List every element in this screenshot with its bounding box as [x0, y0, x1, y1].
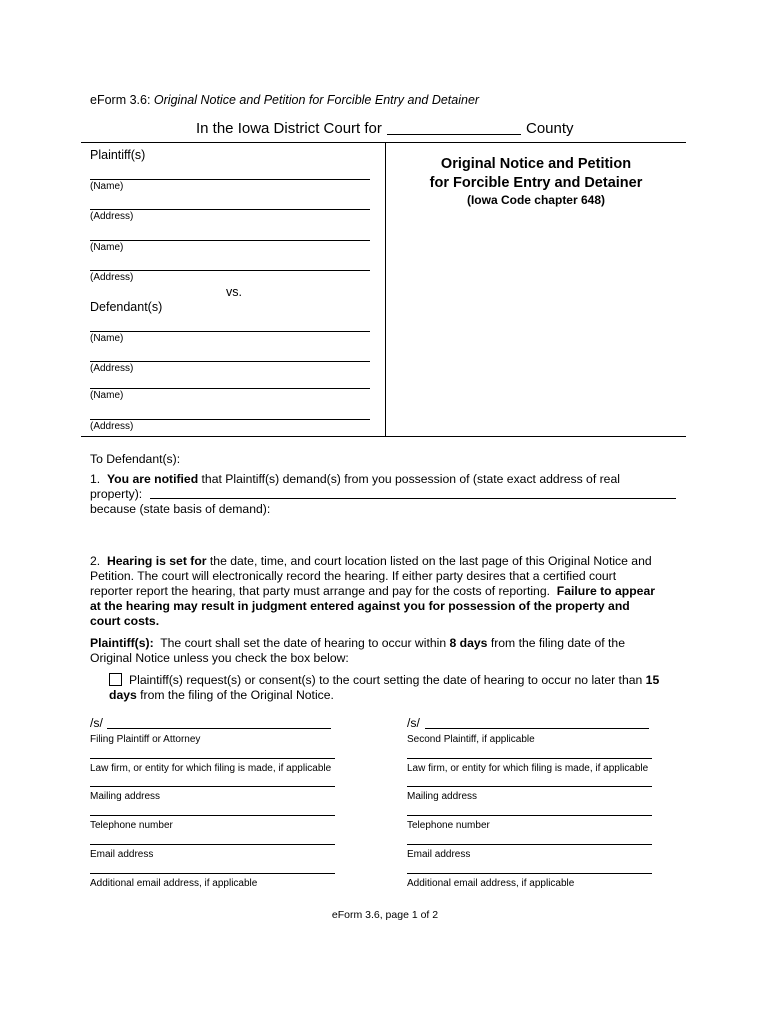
caption-code-ref: (Iowa Code chapter 648): [466, 193, 606, 207]
left-email-line[interactable]: [90, 844, 335, 845]
caption-title-line-2: for Forcible Entry and Detainer: [429, 175, 643, 191]
defendant-address-2-line[interactable]: [90, 419, 370, 420]
right-firm-line[interactable]: [407, 758, 652, 759]
plaintiff-name-2-line[interactable]: [90, 240, 370, 241]
caption-bottom-rule: [81, 436, 686, 437]
plaintiffs-label: Plaintiff(s): [90, 148, 146, 162]
plaintiff-address-2-caption: (Address): [90, 272, 134, 283]
left-signer-caption: Filing Plaintiff or Attorney: [90, 734, 201, 745]
plaintiff-address-1-caption: (Address): [90, 211, 134, 222]
caption-title-line-1: Original Notice and Petition: [440, 156, 632, 172]
left-signature-line[interactable]: [107, 728, 331, 729]
plaintiff-name-1-caption: (Name): [90, 181, 124, 192]
plaintiffs-instructions: Plaintiff(s): The court shall set the date of hearing to occur within 8 days from the filing date of the Original Notice unless you check the box below:: [90, 636, 625, 665]
county-label: County: [526, 120, 574, 137]
hearing-date-checkbox[interactable]: [109, 673, 122, 686]
right-phone-line[interactable]: [407, 815, 652, 816]
court-line: In the Iowa District Court for: [196, 120, 382, 137]
left-additional-email-line[interactable]: [90, 873, 335, 874]
form-number: eForm 3.6:: [90, 93, 151, 107]
form-title: Original Notice and Petition for Forcible Entry and Detainer: [153, 93, 480, 107]
plaintiff-address-1-line[interactable]: [90, 209, 370, 210]
page-footer: eForm 3.6, page 1 of 2: [331, 909, 439, 921]
right-email-caption: Email address: [407, 849, 471, 860]
left-email-caption: Email address: [90, 849, 154, 860]
county-blank[interactable]: [387, 134, 521, 135]
left-phone-caption: Telephone number: [90, 820, 173, 831]
vs-label: vs.: [226, 285, 242, 299]
right-additional-email-line[interactable]: [407, 873, 652, 874]
right-signer-caption: Second Plaintiff, if applicable: [407, 734, 535, 745]
caption-top-rule: [81, 142, 686, 143]
plaintiff-address-2-line[interactable]: [90, 270, 370, 271]
right-phone-caption: Telephone number: [407, 820, 490, 831]
defendants-label: Defendant(s): [90, 300, 163, 314]
left-mailing-line[interactable]: [90, 786, 335, 787]
left-firm-caption: Law firm, or entity for which filing is made, if applicable: [90, 763, 332, 774]
defendant-address-2-caption: (Address): [90, 421, 134, 432]
right-additional-email-caption: Additional email address, if applicable: [407, 878, 575, 889]
form-header: [90, 93, 479, 107]
left-additional-email-caption: Additional email address, if applicable: [90, 878, 258, 889]
left-firm-line[interactable]: [90, 758, 335, 759]
right-firm-caption: Law firm, or entity for which filing is made, if applicable: [407, 763, 649, 774]
defendant-address-1-line[interactable]: [90, 361, 370, 362]
defendant-address-1-caption: (Address): [90, 363, 134, 374]
right-signature-line[interactable]: [425, 728, 649, 729]
checkbox-text-2: days from the filing of the Original Notice.: [109, 688, 334, 702]
paragraph-1: 1. You are notified that Plaintiff(s) demand(s) from you possession of (state exact address of real: [90, 472, 620, 486]
plaintiff-name-2-caption: (Name): [90, 242, 124, 253]
paragraph-2: 2. Hearing is set for the date, time, and court location listed on the last page of this Original Notice and Petition. The court will electronically record the hearing. If either party desires that a certified court reporter report the hearing, that party must arrange and pay for the costs of reporting. Failure to appear at the hearing may result in judgment entered against you for possession of the property and court costs.: [90, 554, 655, 628]
left-phone-line[interactable]: [90, 815, 335, 816]
property-address-line[interactable]: [150, 498, 676, 499]
defendant-name-1-line[interactable]: [90, 331, 370, 332]
right-email-line[interactable]: [407, 844, 652, 845]
property-label: property):: [90, 487, 143, 501]
because-label: because (state basis of demand):: [90, 502, 271, 516]
checkbox-text: Plaintiff(s) request(s) or consent(s) to the court setting the date of hearing to occur no later than 15: [129, 673, 660, 687]
right-mailing-caption: Mailing address: [407, 791, 478, 802]
defendant-name-2-caption: (Name): [90, 390, 124, 401]
defendant-name-1-caption: (Name): [90, 333, 124, 344]
plaintiff-name-1-line[interactable]: [90, 179, 370, 180]
right-sig-mark: /s/: [407, 716, 420, 730]
defendant-name-2-line[interactable]: [90, 388, 370, 389]
to-defendants: To Defendant(s):: [90, 452, 181, 466]
left-sig-mark: /s/: [90, 716, 103, 730]
left-mailing-caption: Mailing address: [90, 791, 161, 802]
right-mailing-line[interactable]: [407, 786, 652, 787]
caption-title: [386, 155, 686, 208]
